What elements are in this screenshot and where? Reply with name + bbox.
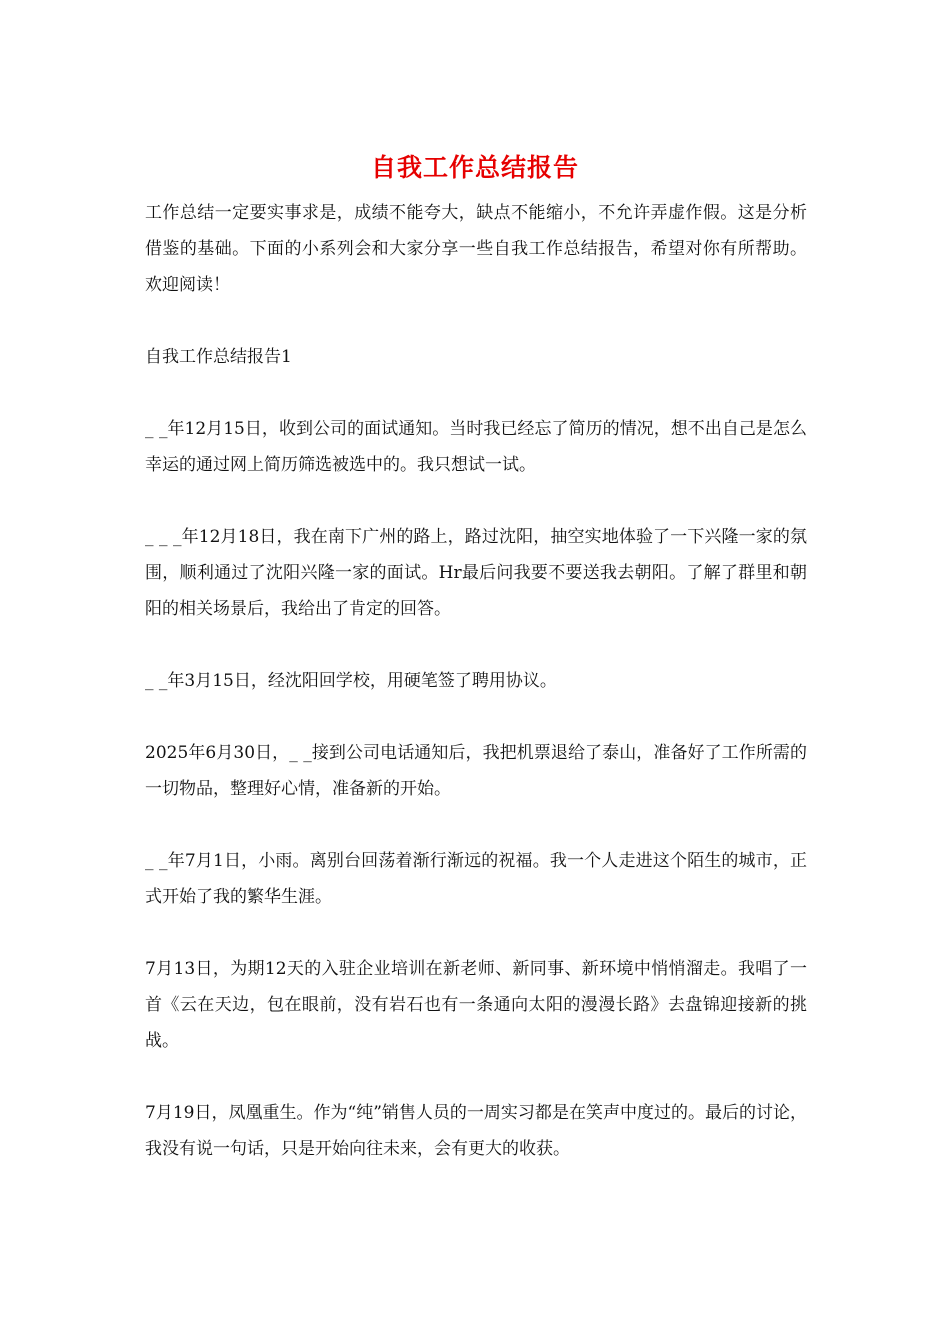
intro-paragraph: 工作总结一定要实事求是，成绩不能夸大，缺点不能缩小，不允许弄虚作假。这是分析借鉴的基础。下面的小系列会和大家分享一些自我工作总结报告，希望对你有所帮助。欢迎阅读！: [145, 203, 807, 295]
body-paragraph: 7月13日，为期12天的入驻企业培训在新老师、新同事、新环境中悄悄溜走。我唱了一首《云在天边，包在眼前，没有岩石也有一条通向太阳的漫漫长路》去盘锦迎接新的挑战。: [145, 959, 807, 1051]
body-paragraph: _ _年3月15日，经沈阳回学校，用硬笔签了聘用协议。: [145, 671, 557, 691]
document-title: 自我工作总结报告: [370, 153, 579, 182]
body-paragraph: _ _ _年12月18日，我在南下广州的路上，路过沈阳，抽空实地体验了一下兴隆一家的氛围，顺利通过了沈阳兴隆一家的面试。Hr最后问我要不要送我去朝阳。了解了群里和朝阳的相关场景后，我给出了肯定的回答。: [145, 527, 807, 619]
body-paragraph: 2025年6月30日，_ _接到公司电话通知后，我把机票退给了泰山，准备好了工作所需的一切物品，整理好心情，准备新的开始。: [145, 743, 807, 799]
body-paragraph: _ _年12月15日，收到公司的面试通知。当时我已经忘了简历的情况，想不出自己是怎么幸运的通过网上简历筛选被选中的。我只想试一试。: [145, 419, 807, 475]
document-body: [145, 195, 807, 1203]
body-paragraph: _ _年7月1日，小雨。离别台回荡着渐行渐远的祝福。我一个人走进这个陌生的城市，正式开始了我的繁华生涯。: [145, 851, 807, 907]
body-paragraph: 7月19日，凤凰重生。作为“纯”销售人员的一周实习都是在笑声中度过的。最后的讨论，我没有说一句话，只是开始向往未来，会有更大的收获。: [145, 1103, 807, 1159]
section-heading: 自我工作总结报告1: [145, 347, 292, 367]
